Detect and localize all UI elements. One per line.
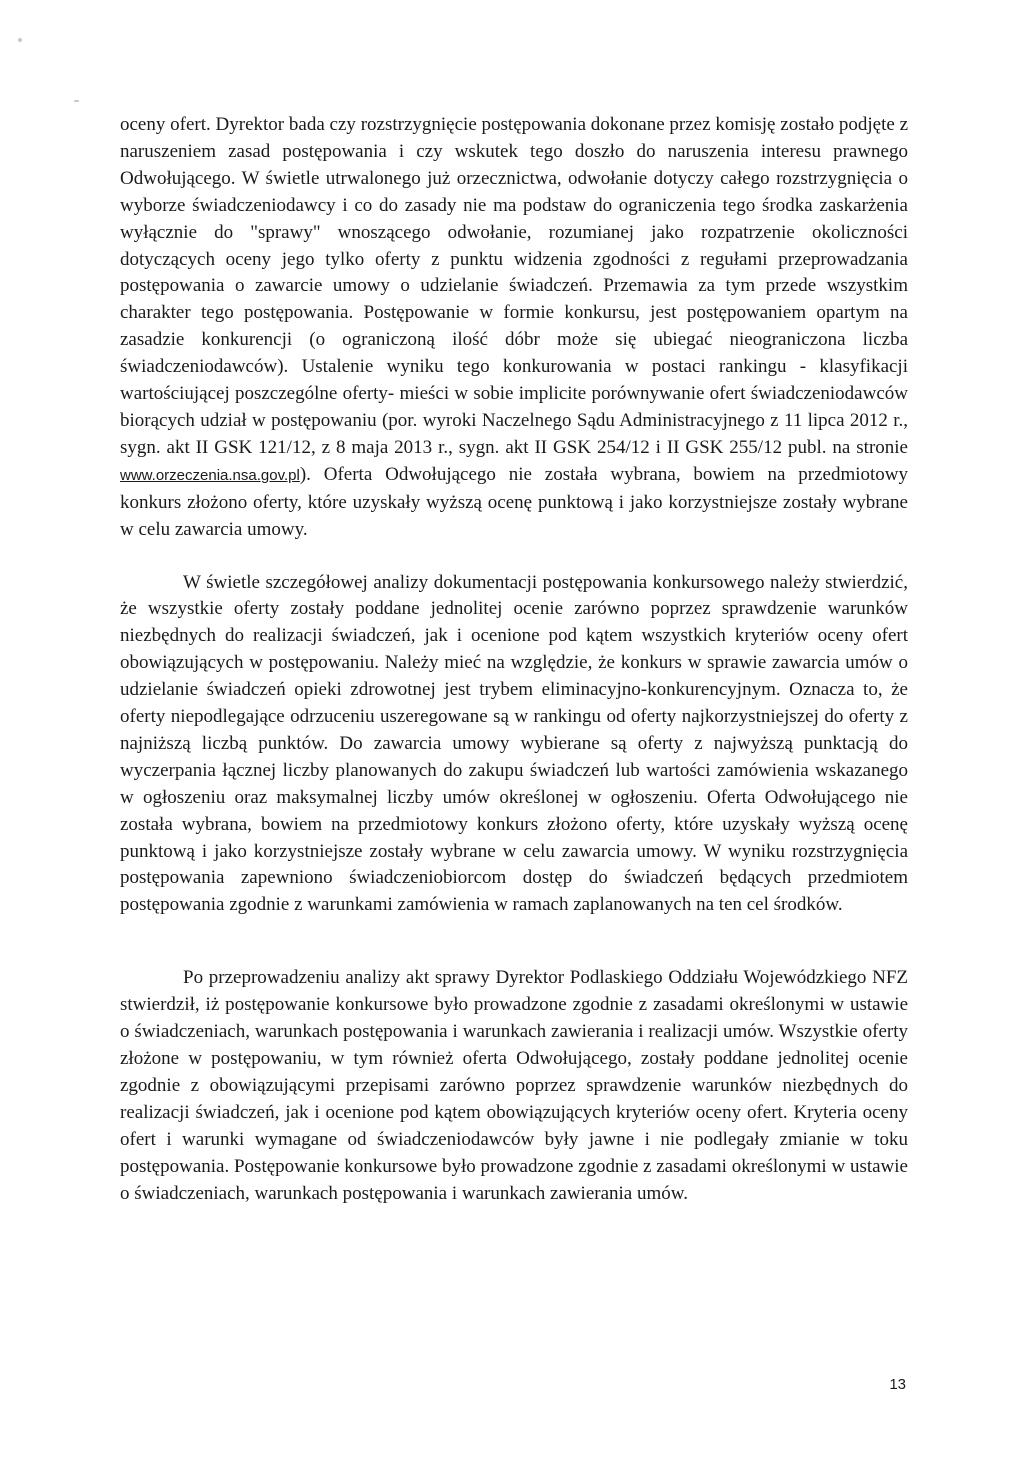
paragraph-2: W świetle szczegółowej analizy dokumentacji postępowania konkursowego należy stwierdzić, że wszystkie oferty zostały poddane jednolitej ocenie zarówno poprzez sprawdzenie warunków niezbędnych do realizacji świadczeń, jak i ocenione pod kątem wszystkich kryteriów oceny ofert obowiązujących w postępowaniu. Należy mieć na względzie, że konkurs w sprawie zawarcia umów o udzielanie świadczeń opieki zdrowotnej jest trybem eliminacyjno-konkurencyjnym. Oznacza to, że oferty niepodlegające odrzuceniu uszeregowane są w rankingu od oferty najkorzystniejszej do oferty z najniższą liczbą punktów. Do zawarcia umowy wybierane są oferty z najwyższą punktacją do wyczerpania łącznej liczby planowanych do zakupu świadczeń lub wartości zamówienia wskazanego w ogłoszeniu oraz maksymalnej liczby umów określonej w ogłoszeniu. Oferta Odwołującego nie została wybrana, bowiem na przedmiotowy konkurs złożono oferty, które uzyskały wyższą ocenę punktową i jako korzystniejsze zostały wybrane w celu zawarcia umowy. W wyniku rozstrzygnięcia postępowania zapewniono świadczeniobiorcom dostęp do świadczeń będących przedmiotem postępowania zgodnie z warunkami zamówienia w ramach zaplanowanych na ten cel środków. xyxy=(120,571,908,916)
page-number: 13 xyxy=(889,1376,906,1393)
paragraph-1-text-end: ). Oferta Odwołującego nie została wybrana, bowiem na przedmiotowy konkurs złożono oferty, które uzyskały wyższą ocenę punktową i jako korzystniejsze zostały wybrane w celu zawarcia umowy. xyxy=(120,463,908,540)
paragraph-1 xyxy=(120,112,908,544)
orzeczenia-link[interactable]: www.orzeczenia.nsa.gov.pl xyxy=(120,466,300,484)
scan-artifact-dot xyxy=(18,38,22,42)
paragraph-3: Po przeprowadzeniu analizy akt sprawy Dyrektor Podlaskiego Oddziału Wojewódzkiego NFZ stwierdził, iż postępowanie konkursowe było prowadzone zgodnie z zasadami określonymi w ustawie o świadczeniach, warunkach postępowania i warunkach zawierania i realizacji umów. Wszystkie oferty złożone w postępowaniu, w tym również oferta Odwołującego, zostały poddane jednolitej ocenie zgodnie z obowiązującymi przepisami zarówno poprzez sprawdzenie warunków niezbędnych do realizacji świadczeń, jak i ocenione pod kątem obowiązujących kryteriów oceny ofert. Kryteria oceny ofert i warunki wymagane od świadczeniodawców były jawne i nie podlegały zmianie w toku postępowania. Postępowanie konkursowe było prowadzone zgodnie z zasadami określonymi w ustawie o świadczeniach, warunkach postępowania i warunkach zawierania umów. xyxy=(120,967,908,1204)
paragraph-1-text: oceny ofert. Dyrektor bada czy rozstrzygnięcie postępowania dokonane przez komisję zostało podjęte z naruszeniem zasad postępowania i czy wskutek tego doszło do naruszenia interesu prawnego Odwołującego. W świetle utrwalonego już orzecznictwa, odwołanie dotyczy całego rozstrzygnięcia o wyborze świadczeniodawcy i co do zasady nie ma podstaw do ograniczenia tego środka zaskarżenia wyłącznie do "sprawy" wnoszącego odwołanie, rozumianej jako rozpatrzenie okoliczności dotyczących oceny jego tylko oferty z punktu widzenia zgodności z regułami przeprowadzania postępowania o zawarcie umowy o udzielanie świadczeń. Przemawia za tym przede wszystkim charakter tego postępowania. Postępowanie w formie konkursu, jest postępowaniem opartym na zasadzie konkurencji (o ograniczoną ilość dóbr może się ubiegać nieograniczona liczba świadczeniodawców). Ustalenie wyniku tego konkurowania w postaci rankingu - klasyfikacji wartościującej poszczególne oferty- mieści w sobie implicite porównywanie ofert świadczeniodawców biorących udział w postępowaniu (por. wyroki Naczelnego Sądu Administracyjnego z 11 lipca 2012 r., sygn. akt II GSK 121/12, z 8 maja 2013 r., sygn. akt II GSK 254/12 i II GSK 255/12 publ. na stronie xyxy=(120,114,908,458)
document-page xyxy=(120,112,908,1207)
scan-artifact-dash xyxy=(74,100,79,102)
